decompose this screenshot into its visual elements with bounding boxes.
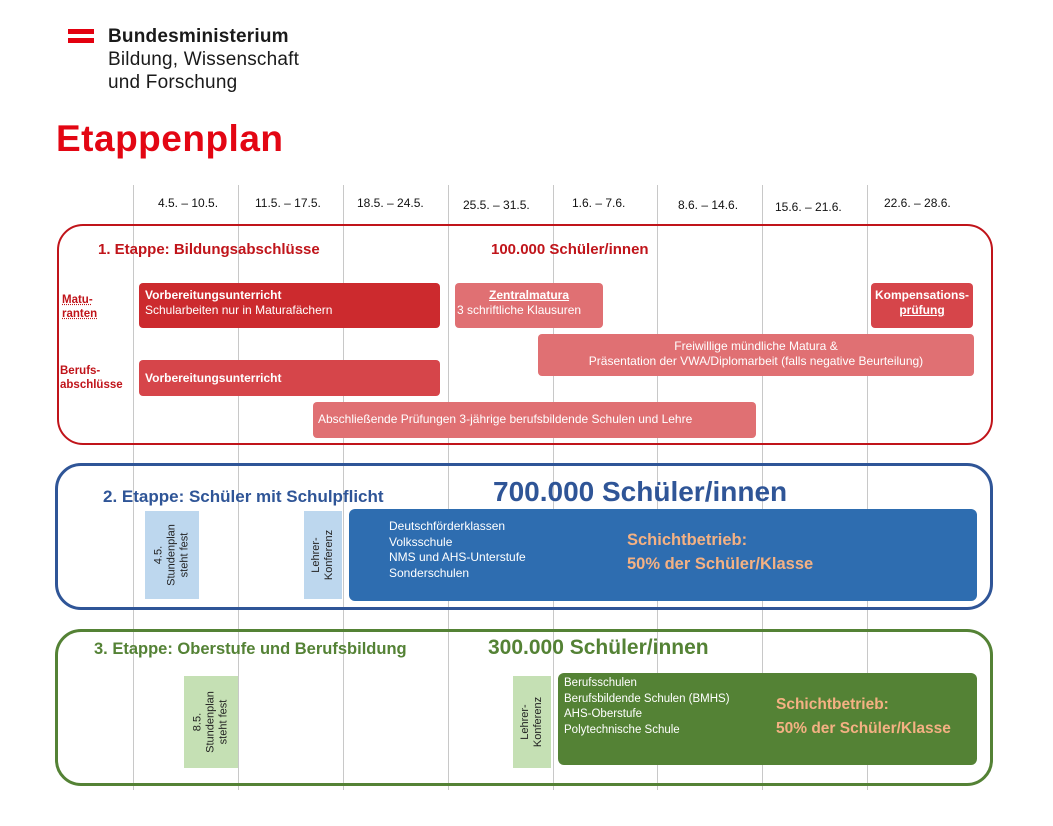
label-berufsabschluesse xyxy=(60,364,123,392)
school-item: Deutschförderklassen xyxy=(389,519,506,533)
label-beruf-2: abschlüsse xyxy=(60,379,123,391)
school-item: Sonderschulen xyxy=(389,565,470,580)
bar-zentralmatura xyxy=(455,283,603,328)
logo-line-1: Bundesministerium xyxy=(108,26,289,47)
note-2-line-1: 4.5. xyxy=(152,545,165,565)
school-item: Berufsbildende Schulen (BMHS) xyxy=(564,692,730,705)
bar-vorb-2-title: Vorbereitungsunterricht xyxy=(145,371,282,385)
week-label: 22.6. – 28.6. xyxy=(884,196,951,210)
week-label: 8.6. – 14.6. xyxy=(678,198,739,212)
bar-vorbereitungsunterricht-matura xyxy=(139,283,440,328)
ministry-logo xyxy=(108,25,299,94)
note-3-line-1: 8.5. xyxy=(191,712,204,732)
logo-line-2: Bildung, Wissenschaft xyxy=(108,49,300,70)
stage-3-school-list xyxy=(564,676,730,738)
school-item: Polytechnische Schule xyxy=(564,723,680,736)
stage-3-main-bar xyxy=(558,673,977,765)
week-label: 11.5. – 17.5. xyxy=(255,196,321,210)
stage-3-count: 300.000 Schüler/innen xyxy=(488,636,709,659)
school-item: Berufsschulen xyxy=(564,677,637,689)
stage-2-shift-label xyxy=(627,528,813,576)
stage-3-title: 3. Etappe: Oberstufe und Berufsbildung xyxy=(94,640,407,658)
school-item: NMS und AHS-Unterstufe xyxy=(389,550,526,564)
logo-flag-top xyxy=(68,29,94,34)
note-3-line-2: Stundenplan xyxy=(204,691,217,753)
note-3-line-3: steht fest xyxy=(217,699,230,745)
bar-freiw-2: Präsentation der VWA/Diplomarbeit (falls negative Beurteilung) xyxy=(588,354,924,368)
bar-vorb-1-sub: Schularbeiten nur in Maturafächern xyxy=(145,303,333,317)
page-title: Etappenplan xyxy=(56,118,284,159)
note-2-line-3: steht fest xyxy=(178,532,191,578)
shift-3-line-1: Schichtbetrieb: xyxy=(776,696,889,713)
stage-3-schedule-note xyxy=(184,676,238,768)
bar-vorb-1-title: Vorbereitungsunterricht xyxy=(145,288,282,302)
label-beruf-1: Berufs- xyxy=(60,365,101,377)
stage-2-school-list xyxy=(389,519,526,581)
week-label: 25.5. – 31.5. xyxy=(463,198,530,212)
bar-freiw-1: Freiwillige mündliche Matura & xyxy=(674,339,838,353)
stage-2-count: 700.000 Schüler/innen xyxy=(493,476,788,507)
logo-line-3: und Forschung xyxy=(108,72,238,93)
bar-absch-text: Abschließende Prüfungen 3-jährige berufsbildende Schulen und Lehre xyxy=(318,412,693,426)
konf-2-line-2: Konferenz xyxy=(323,529,335,581)
konf-3-line-1: Lehrer- xyxy=(519,704,531,740)
stage-2-title: 2. Etappe: Schüler mit Schulpflicht xyxy=(103,487,384,506)
bar-zentral-title: Zentralmatura xyxy=(488,288,570,302)
bar-zentral-sub: 3 schriftliche Klausuren xyxy=(457,303,582,317)
label-maturanten-2: ranten xyxy=(62,308,98,320)
school-item: Volksschule xyxy=(389,534,453,549)
school-item: AHS-Oberstufe xyxy=(564,708,642,720)
shift-2-line-1: Schichtbetrieb: xyxy=(627,531,748,549)
stage-3-teacher-conference xyxy=(513,676,551,768)
label-maturanten-1: Matu- xyxy=(62,294,93,306)
logo-flag-bottom xyxy=(68,38,94,43)
week-label: 4.5. – 10.5. xyxy=(158,196,219,210)
bar-vorbereitungsunterricht-beruf xyxy=(139,360,440,396)
shift-3-line-2: 50% der Schüler/Klasse xyxy=(776,720,951,737)
bar-kompensationspruefung xyxy=(871,283,973,328)
stage-2-schedule-note xyxy=(145,511,199,599)
konf-3-line-2: Konferenz xyxy=(532,696,544,748)
label-maturanten xyxy=(62,293,97,321)
stage-3-shift-label xyxy=(776,693,951,741)
konf-2-line-1: Lehrer- xyxy=(310,537,322,573)
shift-2-line-2: 50% der Schüler/Klasse xyxy=(627,555,814,573)
bar-abschliessende-pruefungen xyxy=(313,402,756,438)
stage-1-title: 1. Etappe: Bildungsabschlüsse xyxy=(98,241,320,258)
note-2-line-2: Stundenplan xyxy=(165,524,178,586)
bar-freiwillige-matura xyxy=(538,334,974,376)
stage-2-main-bar xyxy=(349,509,977,601)
stage-2-teacher-conference xyxy=(304,511,342,599)
week-label: 15.6. – 21.6. xyxy=(775,200,842,214)
stage-1-count: 100.000 Schüler/innen xyxy=(491,241,649,258)
week-label: 18.5. – 24.5. xyxy=(357,196,424,210)
bar-komp-1: Kompensations- xyxy=(874,288,969,302)
week-label: 1.6. – 7.6. xyxy=(572,196,626,210)
bar-komp-2: prüfung xyxy=(899,303,945,317)
